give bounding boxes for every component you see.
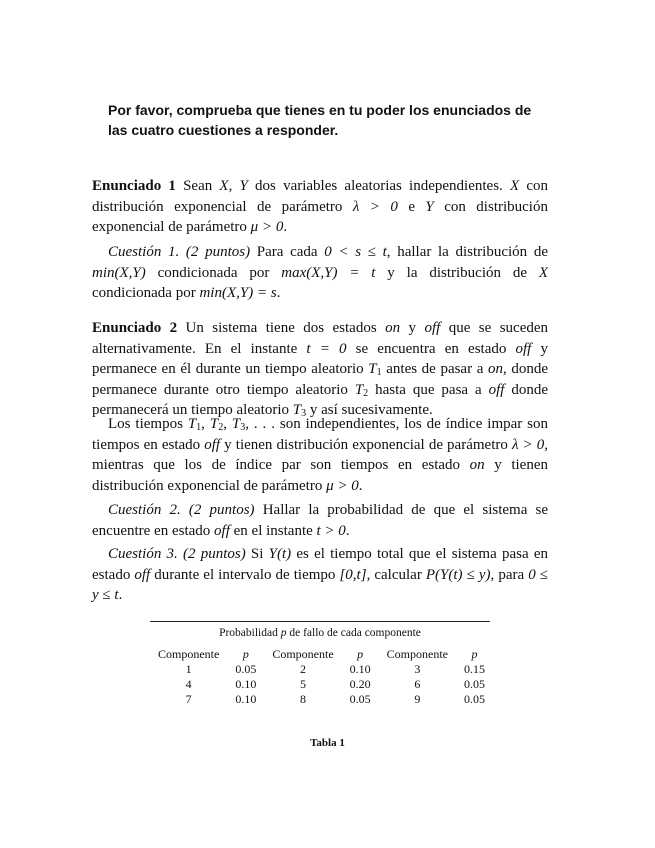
col-header: Componente xyxy=(386,647,448,661)
state-on: on xyxy=(487,361,503,377)
table-cell: 9 xyxy=(414,692,421,706)
table-cell: 4 xyxy=(185,677,192,691)
text: . xyxy=(276,285,281,301)
text: durante el intervalo de tiempo xyxy=(150,566,340,583)
text: de fallo de cada componente xyxy=(286,627,421,639)
state-off: off xyxy=(424,320,441,336)
var-y: Y xyxy=(425,198,434,215)
var-y: Y xyxy=(239,178,248,194)
subscript: 2 xyxy=(363,387,369,399)
table-cell: 6 xyxy=(414,677,421,691)
text: . xyxy=(283,219,288,235)
enunciado-1 xyxy=(92,176,548,238)
math: min(X,Y) xyxy=(92,264,146,281)
math: 0 ≤ y ≤ t xyxy=(92,566,549,603)
text: Los tiempos xyxy=(108,416,188,432)
text: Probabilidad xyxy=(219,627,281,639)
text: . xyxy=(358,477,363,494)
var-t: T xyxy=(368,361,377,377)
state-on: on xyxy=(385,320,401,336)
text: con distribución exponencial de parámetro xyxy=(92,198,548,235)
table-row xyxy=(150,662,493,677)
table-cell: 3 xyxy=(414,662,421,676)
table-cell: 0.05 xyxy=(349,692,371,706)
text: y xyxy=(400,320,425,336)
text: Un sistema tiene dos estados xyxy=(177,320,386,336)
table-cell: 0.20 xyxy=(349,677,371,691)
var-t: T xyxy=(231,416,241,432)
mu-cond: μ > 0 xyxy=(250,219,284,235)
state-off: off xyxy=(204,436,221,453)
text: Para cada xyxy=(250,244,325,260)
failure-probability-table xyxy=(150,621,490,707)
table-cell: 8 xyxy=(299,692,306,706)
table-top-rule xyxy=(150,621,490,622)
var-t: T xyxy=(187,416,197,432)
subscript: 2 xyxy=(218,422,224,433)
col-header: p xyxy=(357,647,364,661)
var-t: T xyxy=(354,381,364,398)
table-row xyxy=(150,677,493,692)
math: [0,t] xyxy=(339,566,367,583)
text: , donde permanece durante otro tiempo aleatorio xyxy=(92,361,548,398)
text: con distribución exponencial de parámetro xyxy=(92,178,548,215)
enunciado-1-label: Enunciado 1 xyxy=(92,178,176,194)
lambda-cond: λ > 0 xyxy=(511,436,545,453)
text: y la distribución de xyxy=(375,264,539,281)
var-x: X xyxy=(509,178,520,194)
var-t: T xyxy=(292,402,302,418)
cuestion-3 xyxy=(92,544,548,606)
lambda-cond: λ > 0 xyxy=(352,198,398,215)
table-caption xyxy=(150,625,490,641)
text: es el tiempo total que el sistema pasa en estado xyxy=(92,546,548,583)
table-label: Tabla 1 xyxy=(310,737,345,749)
text: y tienen distribución exponencial de parámetro xyxy=(92,457,548,494)
text: y tienen distribución exponencial de parámetro xyxy=(220,436,512,453)
text: , para xyxy=(490,566,529,583)
var-x: X xyxy=(219,178,229,194)
enunciado-2 xyxy=(92,318,548,421)
text: , calcular xyxy=(366,566,426,583)
var-p: p xyxy=(280,627,287,639)
enunciado-2-label: Enunciado 2 xyxy=(92,320,178,336)
var-t: T xyxy=(209,416,219,432)
state-off: off xyxy=(488,381,505,398)
text: , hallar la distribución de xyxy=(386,244,548,260)
math: Y(t) xyxy=(268,546,292,562)
text: . xyxy=(345,522,350,539)
table-cell: 1 xyxy=(185,662,192,676)
math: t > 0 xyxy=(316,522,346,539)
text: e xyxy=(397,198,426,215)
table-cell: 5 xyxy=(299,677,306,691)
text: condicionada por xyxy=(92,285,200,301)
col-header: p xyxy=(242,647,249,661)
state-on: on xyxy=(469,457,485,473)
table-cell: 0.05 xyxy=(463,692,485,706)
text: donde permanecerá un tiempo aleatorio xyxy=(92,381,548,418)
table-cell: 0.10 xyxy=(349,662,371,676)
cuestion-1-label: Cuestión 1. (2 puntos) xyxy=(108,244,251,260)
math: 0 < s ≤ t xyxy=(324,244,387,260)
text: y así sucesivamente. xyxy=(306,402,433,418)
table-cell: 2 xyxy=(299,662,306,676)
enunciado-2-detail: Los tiempos $T_1$, $T_2$, $T_3$, . . . son independientes, los de índice impar son tiempos en estado off y tienen distribución exponencial de parámetro λ > 0, mientras que los de índice par son tiempos en estado on y tienen distribución exponencial de parámetro μ > 0. xyxy=(92,416,549,494)
text: Hallar la probabilidad de que el sistema se encuentre en estado xyxy=(92,502,548,539)
text: hasta que pasa a xyxy=(368,381,489,398)
col-header: p xyxy=(471,647,478,661)
table-cell: 0.10 xyxy=(235,677,257,691)
table-cell: 7 xyxy=(185,692,192,706)
table-row xyxy=(150,692,493,707)
state-off: off xyxy=(515,340,532,357)
math: t = 0 xyxy=(306,340,347,357)
subscript: 1 xyxy=(376,367,382,378)
subscript: 3 xyxy=(301,408,307,419)
text: . xyxy=(118,587,123,603)
col-header: Componente xyxy=(158,647,220,661)
text: que se suceden alternativamente. En el instante xyxy=(92,320,549,357)
text: antes de pasar a xyxy=(381,361,488,377)
text: , mientras que los de índice par son tiempos en estado xyxy=(92,436,548,473)
text: , . . . son independientes, los de índice impar son tiempos en estado xyxy=(92,416,549,453)
col-header: Componente xyxy=(272,647,334,661)
subscript: 3 xyxy=(240,422,246,433)
text: , xyxy=(228,178,240,194)
table-cell: 0.15 xyxy=(463,662,485,676)
text: condicionada por xyxy=(145,264,282,281)
instructions-notice: Por favor, comprueba que tienes en tu poder los enunciados de las cuatro cuestiones a responder. xyxy=(108,102,532,138)
text: Sean xyxy=(175,178,220,194)
math: min(X,Y) = s xyxy=(199,285,277,301)
table-cell: 0.10 xyxy=(235,692,257,706)
table-header-row xyxy=(150,647,493,662)
state-off: off xyxy=(134,566,151,583)
table-cell: 0.05 xyxy=(235,662,257,676)
text: y permanece en él durante un tiempo aleatorio xyxy=(92,340,549,377)
mu-cond: μ > 0 xyxy=(326,477,359,494)
cuestion-1 xyxy=(92,242,548,304)
component-table xyxy=(150,647,493,707)
table-cell: 0.05 xyxy=(463,677,485,691)
text: en el instante xyxy=(229,522,317,539)
var-x: X xyxy=(538,264,548,281)
math: P(Y(t) ≤ y) xyxy=(425,566,491,583)
cuestion-2-label: Cuestión 2. (2 puntos) xyxy=(108,502,255,518)
math: max(X,Y) = t xyxy=(281,264,376,281)
text: Si xyxy=(245,546,269,562)
text: dos variables aleatorias independientes. xyxy=(247,178,510,194)
cuestion-2 xyxy=(92,500,548,541)
text: se encuentra en estado xyxy=(346,340,516,357)
subscript: 1 xyxy=(196,422,202,433)
cuestion-3-label: Cuestión 3. (2 puntos) xyxy=(108,546,246,562)
state-off: off xyxy=(214,522,230,539)
